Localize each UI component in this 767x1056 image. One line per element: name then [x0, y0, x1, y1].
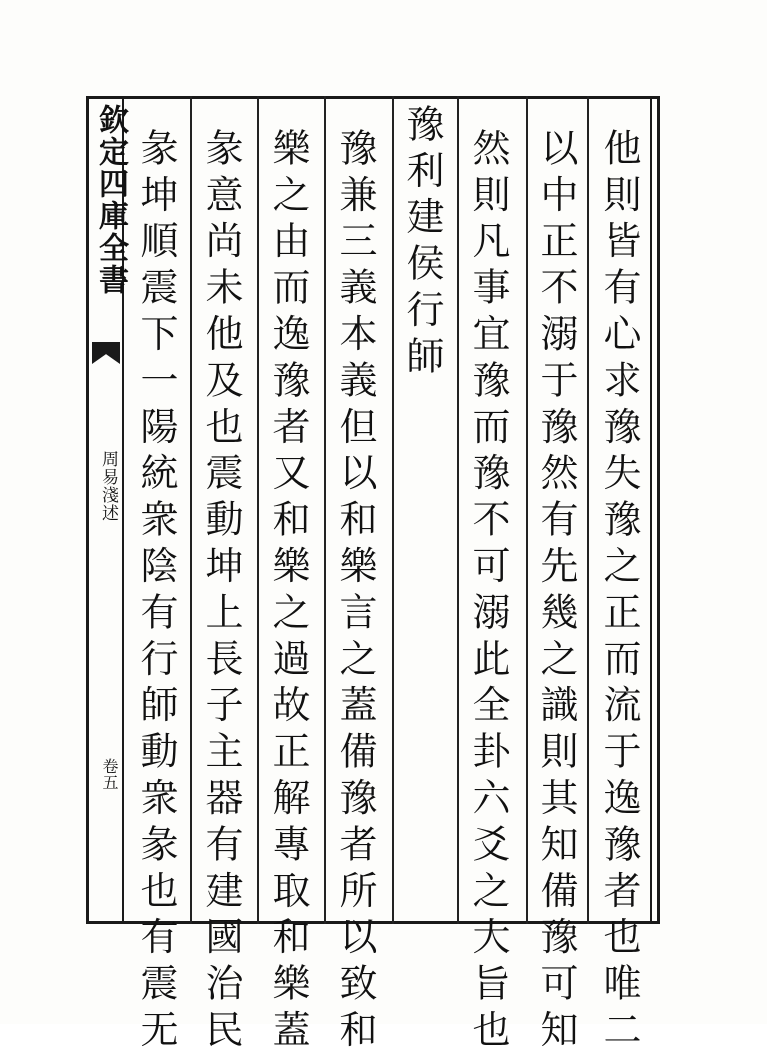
- text-column-6: 樂之由而逸豫者又和樂之過故正解專取和樂蓋: [266, 128, 310, 1056]
- text-column-heading: 豫利建侯行師: [400, 104, 444, 383]
- column-rule: [526, 96, 528, 924]
- column-rule: [324, 96, 326, 924]
- column-rule: [257, 96, 259, 924]
- text-column-2: 以中正不溺于豫然有先幾之識則其知備豫可知: [534, 128, 578, 1056]
- margin-title: 欽定四庫全書: [93, 104, 128, 296]
- text-column-8: 彖坤順震下一陽統衆陰有行師動衆彖也有震无: [134, 128, 178, 1056]
- right-inner-rule: [650, 96, 652, 924]
- column-rule: [587, 96, 589, 924]
- column-rule: [457, 96, 459, 924]
- text-column-7: 彖意尚未他及也震動坤上長子主器有建國治民: [199, 128, 243, 1056]
- text-column-5: 豫兼三義本義但以和樂言之蓋備豫者所以致和: [333, 128, 377, 1056]
- text-column-3: 然則凡事宜豫而豫不可溺此全卦六爻之大旨也: [466, 128, 510, 1056]
- column-rule: [190, 96, 192, 924]
- text-column-1: 他則皆有心求豫失豫之正而流于逸豫者也唯二: [597, 128, 641, 1056]
- margin-page-number: 卷五: [100, 758, 119, 790]
- margin-book-title: 周易淺述: [98, 450, 118, 522]
- column-rule: [392, 96, 394, 924]
